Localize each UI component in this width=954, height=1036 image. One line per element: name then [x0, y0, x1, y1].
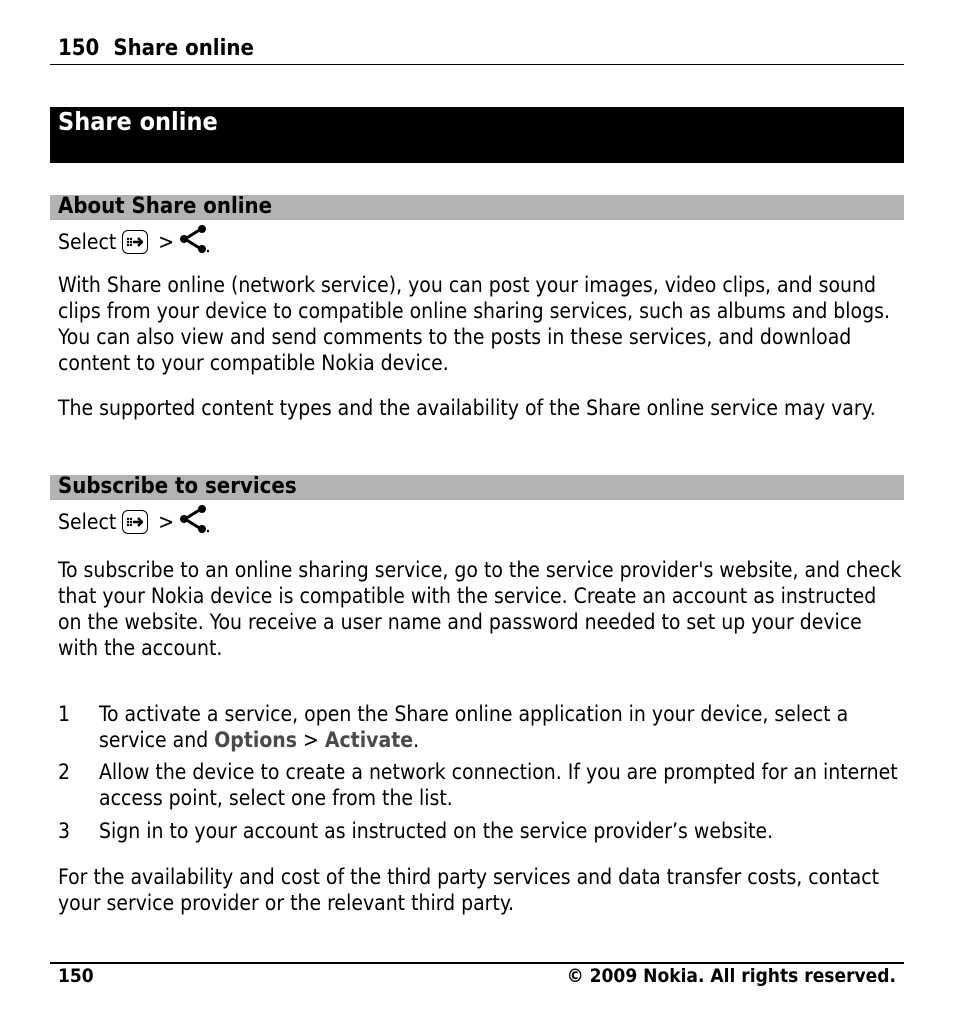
step-number: 1	[58, 702, 71, 726]
paragraph: The supported content types and the availability of the Share online service may vary.	[58, 396, 876, 420]
footer-copyright: © 2009 Nokia. All rights reserved.	[566, 965, 896, 987]
step-text-after: .	[413, 728, 420, 752]
step-text	[99, 701, 904, 753]
menu-key-icon	[122, 510, 148, 534]
header-divider	[50, 64, 904, 65]
section-heading-bar	[50, 195, 904, 220]
options-menu-label: Options	[214, 728, 298, 752]
step-text: Allow the device to create a network connection. If you are prompted for an internet access point, select one from the list.	[99, 760, 898, 810]
share-online-icon	[179, 225, 209, 258]
paragraph: With Share online (network service), you can post your images, video clips, and sound clips from your device to compatible online sharing services, such as albums and blogs. You can also view and send comments to the posts in these services, and download content to your compatible Nokia device.	[58, 273, 890, 375]
section-heading-about: About Share online	[58, 194, 273, 219]
step-number: 2	[58, 760, 71, 784]
section-heading-bar	[50, 475, 904, 500]
section-heading-subscribe: Subscribe to services	[58, 474, 297, 499]
paragraph: To subscribe to an online sharing service, go to the service provider's website, and check that your Nokia device is compatible with the service. Create an account as instructed on the website. You receive a user name and password needed to set up your device with the account.	[58, 558, 902, 660]
step-text: Sign in to your account as instructed on the service provider’s website.	[99, 819, 774, 843]
step-number: 3	[58, 819, 71, 843]
select-label: Select	[58, 509, 117, 534]
activate-menu-label: Activate	[324, 728, 414, 752]
header-page-number: 150	[58, 36, 100, 61]
select-instruction	[58, 225, 209, 258]
chapter-title: Share online	[58, 107, 218, 136]
menu-key-icon	[122, 230, 148, 254]
running-header	[58, 36, 254, 61]
closing-paragraph: For the availability and cost of the third party services and data transfer costs, contact your service provider or the relevant third party.	[58, 865, 879, 915]
select-label: Select	[58, 229, 117, 254]
list-item	[58, 701, 904, 753]
footer-divider	[50, 962, 904, 964]
select-instruction	[58, 505, 209, 538]
list-item	[58, 818, 904, 844]
chapter-title-bar	[50, 107, 904, 163]
share-online-icon	[179, 505, 209, 538]
path-separator: >	[297, 728, 325, 752]
footer-page-number: 150	[58, 965, 94, 987]
path-separator: >	[158, 509, 175, 534]
path-separator: >	[158, 229, 175, 254]
list-item	[58, 759, 904, 811]
step-text-before: To activate a service, open the Share online application in your device, select a service and	[99, 702, 849, 752]
header-title: Share online	[113, 36, 254, 61]
steps-list	[58, 701, 904, 844]
